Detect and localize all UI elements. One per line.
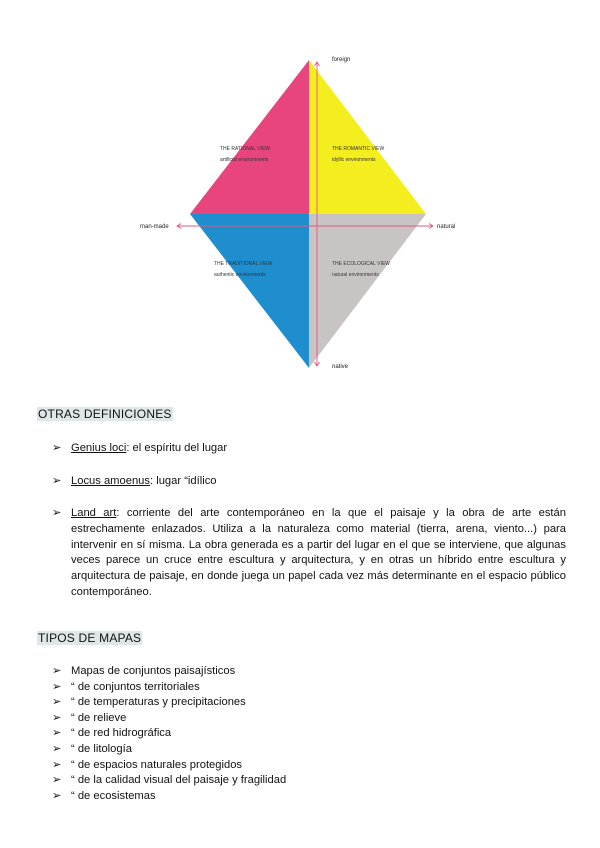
list-item bbox=[52, 758, 286, 774]
definition-term: Locus amoenus bbox=[71, 475, 150, 487]
ecological-view-subtitle: natural environments bbox=[332, 272, 379, 278]
map-types-list bbox=[52, 664, 286, 804]
definition-item-genius-loci bbox=[52, 441, 566, 457]
quadrant-ecological-shape bbox=[309, 214, 426, 368]
axis-label-right: natural bbox=[437, 224, 456, 230]
list-item bbox=[52, 695, 286, 711]
arrow-bullet-icon: ➢ bbox=[52, 442, 62, 454]
rational-view-title: THE RATIONAL VIEW bbox=[220, 146, 271, 152]
list-item-text: “ de red hidrográfica bbox=[71, 727, 172, 740]
ecological-view-title: THE ECOLOGICAL VIEW bbox=[332, 261, 390, 267]
arrow-bullet-icon: ➢ bbox=[52, 774, 62, 787]
definition-term: Land art bbox=[71, 507, 117, 519]
quadrant-rational-shape bbox=[190, 60, 309, 214]
list-item bbox=[52, 726, 286, 742]
arrow-bullet-icon: ➢ bbox=[52, 507, 62, 519]
list-item bbox=[52, 789, 286, 805]
arrow-bullet-icon: ➢ bbox=[52, 475, 62, 487]
list-item-text: “ de espacios naturales protegidos bbox=[71, 758, 243, 771]
arrow-bullet-icon: ➢ bbox=[52, 727, 62, 740]
axis-label-left: man-made bbox=[140, 224, 169, 230]
list-item bbox=[52, 680, 286, 696]
definition-item-locus-amoenus bbox=[52, 474, 566, 490]
traditional-view-subtitle: authentic environments bbox=[214, 272, 266, 278]
romantic-view-title: THE ROMANTIC VIEW bbox=[332, 146, 385, 152]
definition-term: Genius loci bbox=[71, 442, 127, 454]
arrow-bullet-icon: ➢ bbox=[52, 665, 62, 677]
list-item-text: “ de relieve bbox=[71, 711, 127, 724]
list-item-text: “ de temperaturas y precipitaciones bbox=[71, 696, 246, 709]
list-item-text: Mapas de conjuntos paisajísticos bbox=[71, 665, 236, 677]
list-item-text: “ de litología bbox=[71, 742, 132, 755]
list-item bbox=[52, 773, 286, 789]
definition-text: : el espíritu del lugar bbox=[126, 442, 228, 454]
list-item bbox=[52, 711, 286, 727]
arrow-bullet-icon: ➢ bbox=[52, 696, 62, 709]
traditional-view-title: THE TRADITIONAL VIEW bbox=[214, 261, 273, 267]
section-heading-tipos-de-mapas: TIPOS DE MAPAS bbox=[38, 631, 142, 645]
list-item-text: “ de la calidad visual del paisaje y fragilidad bbox=[71, 774, 287, 787]
list-item-text: “ de conjuntos territoriales bbox=[71, 680, 200, 693]
arrow-bullet-icon: ➢ bbox=[52, 758, 62, 771]
arrow-bullet-icon: ➢ bbox=[52, 711, 62, 724]
list-item bbox=[52, 664, 286, 680]
quadrant-traditional-shape bbox=[190, 214, 309, 368]
arrow-bullet-icon: ➢ bbox=[52, 742, 62, 755]
quadrant-romantic-shape bbox=[309, 60, 426, 214]
rational-view-subtitle: artificial environments bbox=[220, 157, 269, 163]
definition-text: : lugar “idílico bbox=[150, 475, 217, 487]
axis-label-bottom: native bbox=[332, 364, 349, 370]
section-heading-otras-definiciones: OTRAS DEFINICIONES bbox=[38, 407, 172, 421]
definition-item-land-art bbox=[52, 506, 566, 601]
arrow-bullet-icon: ➢ bbox=[52, 680, 62, 693]
axis-label-top: foreign bbox=[332, 57, 351, 63]
list-item bbox=[52, 742, 286, 758]
list-item-text: “ de ecosistemas bbox=[71, 789, 156, 802]
definition-text: : corriente del arte contemporáneo en la que el paisaje y la obra de arte están estrechamente enlazados. Utiliza a la naturaleza como material (tierra, arena, viento...) para intervenir en sí misma. La obra generada es a partir del lugar en el que se interviene, que algunas veces parece un cruce entre escultura y arquitectura, y en otras un híbrido entre escultura y arquitectura de paisaje, en donde juega un papel cada vez más determinante en el espacio público contemporáneo. bbox=[71, 507, 566, 598]
landscape-views-diagram bbox=[0, 0, 600, 380]
arrow-bullet-icon: ➢ bbox=[52, 789, 62, 802]
romantic-view-subtitle: idyllic environments bbox=[332, 157, 376, 163]
